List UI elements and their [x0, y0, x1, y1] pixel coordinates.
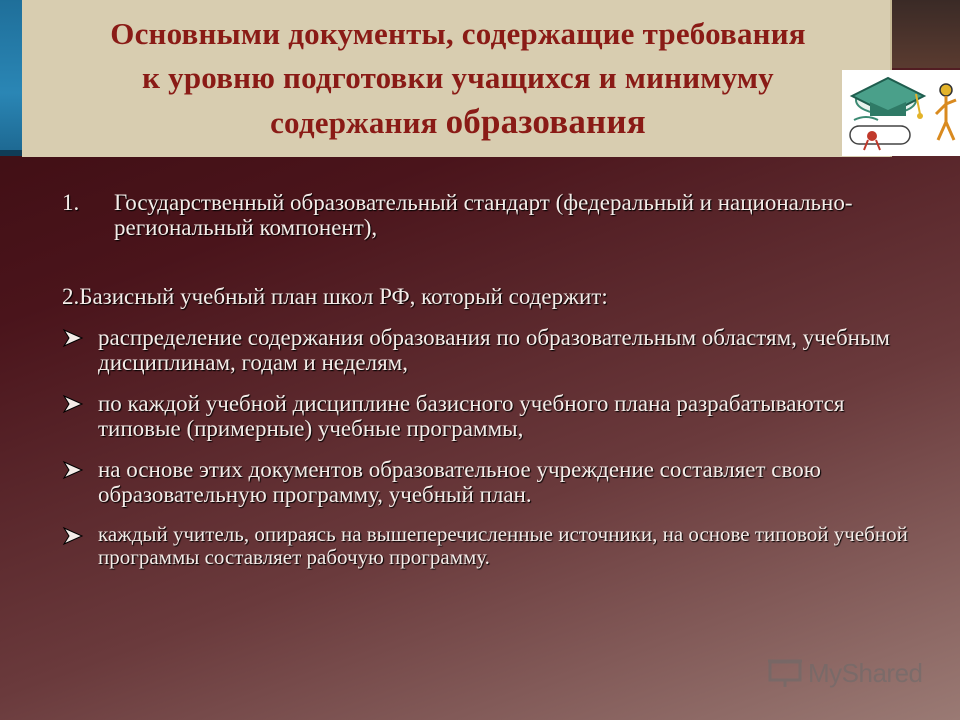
bullet-text: распределение содержания образования по образовательным областям, учебным дисциплинам, годам и неделям,	[98, 325, 890, 375]
watermark	[768, 653, 928, 693]
title-line-3-part-b: образования	[445, 102, 646, 141]
arrow-bullet-icon	[62, 325, 98, 375]
bullet-item-3	[62, 457, 922, 507]
bullet-text: по каждой учебной дисциплине базисного учебного плана разрабатываются типовые (примерные) учебные программы,	[98, 391, 845, 441]
title-line-3-part-a: содержания	[270, 105, 446, 140]
graduation-cap-diploma-icon	[842, 70, 960, 156]
bullet-text: на основе этих документов образовательное учреждение составляет свою образовательную программу, учебный план.	[98, 457, 821, 507]
bullet-item-2	[62, 391, 922, 441]
bullet-text: каждый учитель, опираясь на вышеперечисленные источники, на основе типовой учебной программы составляет рабочую программу.	[98, 522, 908, 569]
presentation-board-icon	[768, 658, 802, 688]
slide-title	[38, 12, 878, 145]
arrow-bullet-icon	[62, 457, 98, 507]
title-line-2: к уровню подготовки учащихся и минимуму	[142, 60, 774, 95]
title-line-3	[38, 100, 878, 145]
watermark-text: MyShared	[808, 657, 923, 688]
numbered-item-1	[62, 190, 922, 240]
title-line-1: Основными документы, содержащие требования	[110, 16, 806, 51]
bullet-item-1	[62, 325, 922, 375]
item-number: 1.	[62, 190, 80, 215]
graduation-clipart	[842, 70, 960, 156]
arrow-bullet-icon	[62, 391, 98, 441]
slide-content	[62, 190, 922, 585]
bullet-item-4	[62, 523, 922, 569]
basic-plan-paragraph: 2.Базисный учебный план школ РФ, который содержит:	[62, 284, 608, 309]
arrow-bullet-icon	[62, 523, 98, 569]
item-text: Государственный образовательный стандарт (федеральный и национально-региональный компонент),	[114, 190, 853, 240]
decorative-band-right	[890, 0, 960, 68]
